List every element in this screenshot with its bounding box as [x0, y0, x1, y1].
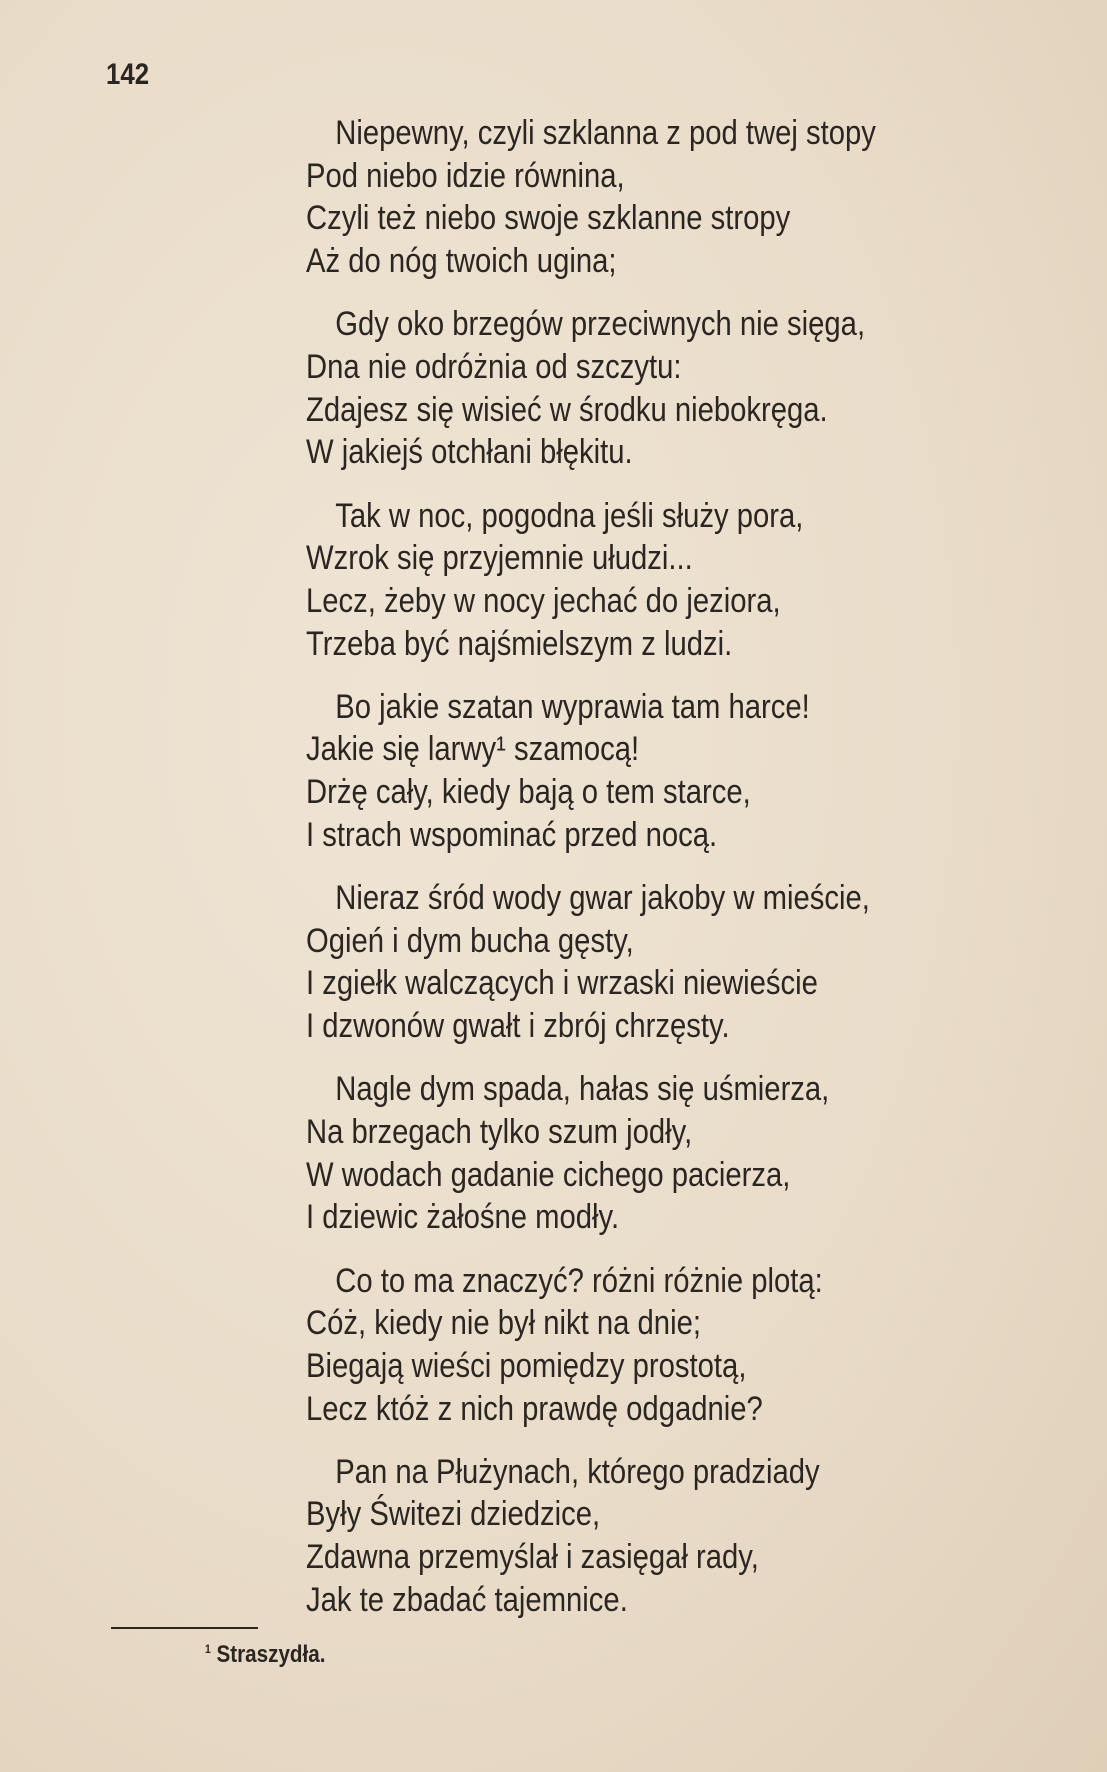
verse-line: Pan na Płużynach, którego pradziady	[335, 1452, 820, 1491]
verse-line: Lecz, żeby w nocy jechać do jeziora,	[306, 581, 781, 620]
page-number: 142	[106, 58, 150, 91]
verse-line: Gdy oko brzegów przeciwnych nie sięga,	[335, 305, 866, 344]
verse-line: I zgiełk walczących i wrzaski niewieście	[306, 964, 818, 1003]
verse-line: Były Świtezi dziedzice,	[306, 1495, 601, 1534]
verse-line: Jakie się larwy¹ szamocą!	[306, 730, 640, 769]
stanza	[306, 112, 1066, 283]
verse-line: Na brzegach tylko szum jodły,	[306, 1112, 693, 1151]
footnote-divider	[111, 1627, 258, 1629]
verse-line: Cóż, kiedy nie był nikt na dnie;	[306, 1304, 701, 1343]
verse-line: Jak te zbadać tajemnice.	[306, 1580, 628, 1619]
verse-line: Trzeba być najśmielszym z ludzi.	[306, 624, 733, 663]
stanza	[306, 303, 1066, 474]
stanza	[306, 1260, 1066, 1431]
verse-line: Bo jakie szatan wyprawia tam harce!	[335, 687, 810, 726]
stanza	[306, 495, 1066, 666]
verse-line: I dzwonów gwałt i zbrój chrzęsty.	[306, 1007, 730, 1046]
verse-line: Zdawna przemyślał i zasięgał rady,	[306, 1538, 759, 1577]
verse-line: Biegają wieści pomiędzy prostotą,	[306, 1346, 747, 1385]
verse-line: I strach wspominać przed nocą.	[306, 815, 718, 854]
stanza	[306, 877, 1066, 1048]
verse-line: Niepewny, czyli szklanna z pod twej stopy	[335, 114, 876, 152]
verse-line: Drżę cały, kiedy bają o tem starce,	[306, 773, 751, 812]
verse-line: W jakiejś otchłani błękitu.	[306, 433, 633, 472]
verse-line: Tak w noc, pogodna jeśli służy pora,	[335, 496, 804, 535]
footnote-marker: 1	[205, 1642, 211, 1656]
verse-line: Nieraz śród wody gwar jakoby w mieście,	[335, 879, 870, 917]
verse-line: Wzrok się przyjemnie ułudzi...	[306, 539, 693, 578]
verse-line: Ogień i dym bucha gęsty,	[306, 921, 634, 960]
stanza	[306, 686, 1066, 857]
verse-line: I dziewic żałośne modły.	[306, 1198, 620, 1237]
verse-line: Nagle dym spada, hałas się uśmierza,	[335, 1070, 830, 1109]
verse-line: Zdajesz się wisieć w środku niebokręga.	[306, 390, 828, 429]
footnote-text: Straszydła.	[216, 1641, 326, 1668]
footnote	[205, 1641, 325, 1669]
verse-line: Co to ma znaczyć? różni różnie plotą:	[335, 1261, 823, 1300]
verse-line: W wodach gadanie cichego pacierza,	[306, 1155, 791, 1194]
stanza	[306, 1068, 1066, 1239]
verse-line: Dna nie odróżnia od szczytu:	[306, 347, 682, 386]
verse-line: Pod niebo idzie równina,	[306, 156, 625, 195]
verse-line: Lecz któż z nich prawdę odgadnie?	[306, 1389, 763, 1428]
verse-line: Czyli też niebo swoje szklanne stropy	[306, 199, 791, 238]
verse-line: Aż do nóg twoich ugina;	[306, 242, 617, 281]
stanza	[306, 1451, 1066, 1622]
poem-body	[306, 112, 1066, 1642]
